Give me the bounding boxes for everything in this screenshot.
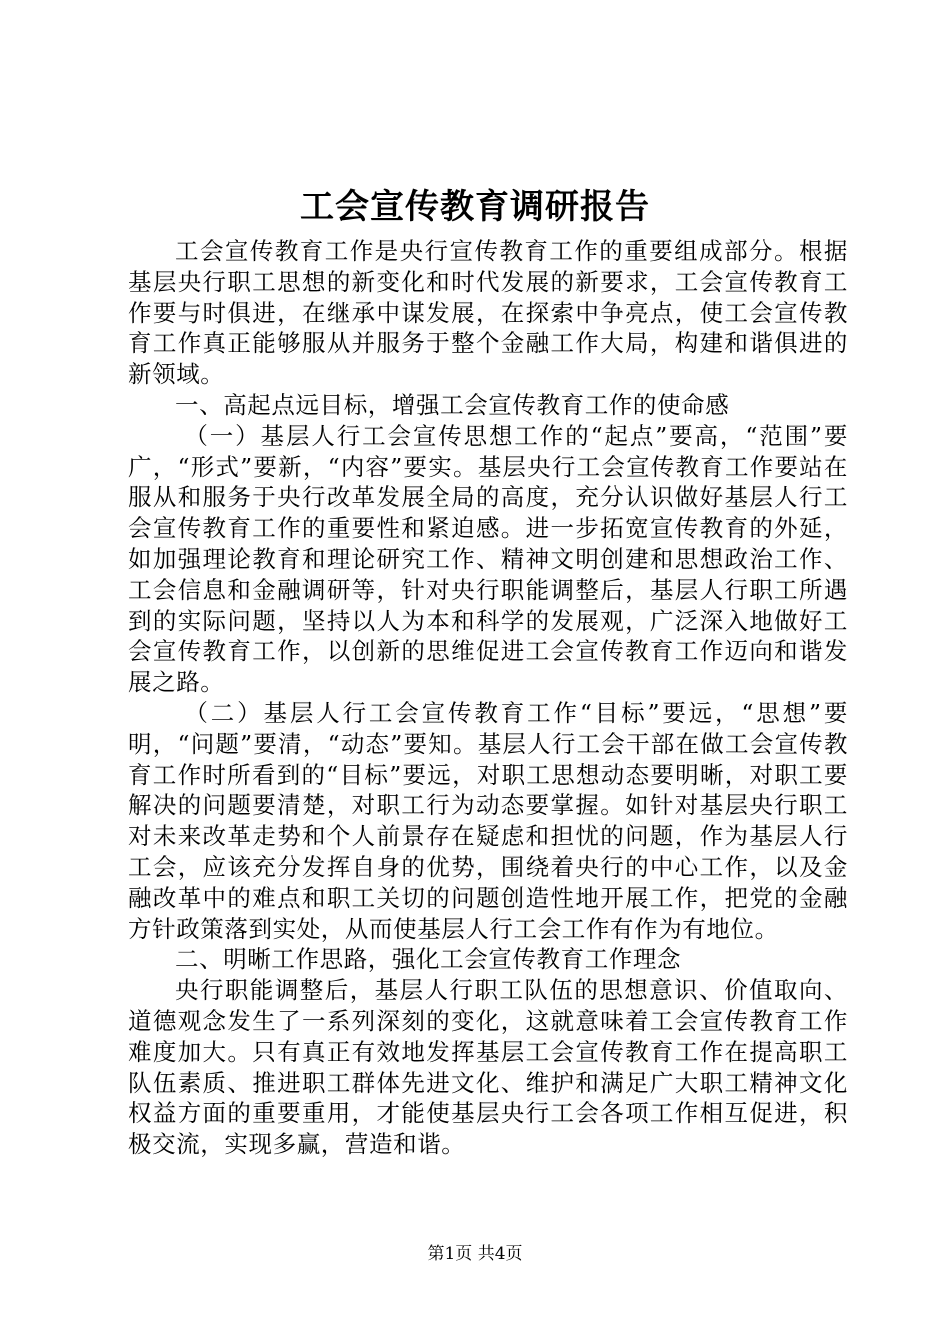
page-footer: 第1页 共4页: [427, 1244, 523, 1264]
section-heading-1: 一、高起点远目标，增强工会宣传教育工作的使命感: [175, 390, 730, 419]
paragraph-intro: 工会宣传教育工作是央行宣传教育工作的重要组成部分。根据基层央行职工思想的新变化和时代发展的新要求，工会宣传教育工作要与时俱进，在继承中谋发展，在探索中争亮点，使工会宣传教育工作真正能够服从并服务于整个金融工作大局，构建和谐俱进的新领域。: [128, 237, 848, 389]
paragraph-sub-2: （二）基层人行工会宣传教育工作“目标”要远，“思想”要明，“问题”要清，“动态”要知。基层人行工会干部在做工会宣传教育工作时所看到的“目标”要远，对职工思想动态要明晰，对职工要解决的问题要清楚，对职工行为动态要掌握。如针对基层央行职工对未来改革走势和个人前景存在疑虑和担忧的问题，作为基层人行工会，应该充分发挥自身的优势，围绕着央行的中心工作，以及金融改革中的难点和职工关切的问题创造性地开展工作，把党的金融方针政策落到实处，从而使基层人行工会工作有作为有地位。: [128, 698, 848, 943]
document-body: [128, 236, 848, 1160]
paragraph-section-2: 央行职能调整后，基层人行职工队伍的思想意识、价值取向、道德观念发生了一系列深刻的变化，这就意味着工会宣传教育工作难度加大。只有真正有效地发挥基层工会宣传教育工作在提高职工队伍素质、推进职工群体先进文化、维护和满足广大职工精神文化权益方面的重要重用，才能使基层央行工会各项工作相互促进，积极交流，实现多赢，营造和谐。: [128, 976, 848, 1159]
paragraph-sub-1: （一）基层人行工会宣传思想工作的“起点”要高，“范围”要广，“形式”要新，“内容”要实。基层央行工会宣传教育工作要站在服从和服务于央行改革发展全局的高度，充分认识做好基层人行工会宣传教育工作的重要性和紧迫感。进一步拓宽宣传教育的外延，如加强理论教育和理论研究工作、精神文明创建和思想政治工作、工会信息和金融调研等，针对央行职能调整后，基层人行职工所遇到的实际问题，坚持以人为本和科学的发展观，广泛深入地做好工会宣传教育工作，以创新的思维促进工会宣传教育工作迈向和谐发展之路。: [128, 421, 848, 697]
document-title: 工会宣传教育调研报告: [300, 187, 650, 227]
section-heading-2: 二、明晰工作思路，强化工会宣传教育工作理念: [175, 945, 682, 974]
